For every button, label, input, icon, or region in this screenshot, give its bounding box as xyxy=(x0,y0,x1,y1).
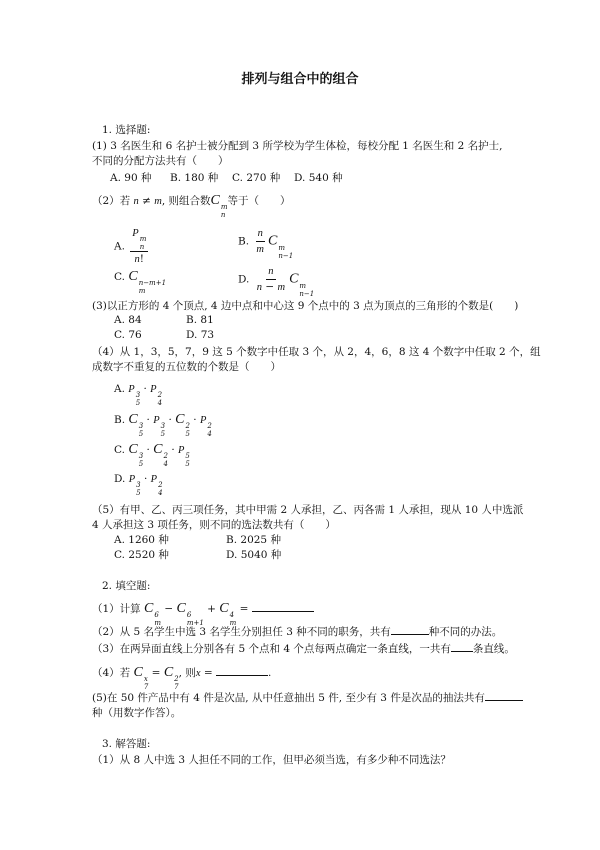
q2-2-text: （2）从 5 名学生中选 3 名学生分别担任 3 种不同的职务，共有 xyxy=(92,626,391,638)
q1-1-option-d: D. 540 种 xyxy=(294,172,343,184)
q1-4-option-c-label: C. xyxy=(114,444,125,456)
q1-2-option-b: B. $\frac{n}{m}$ C m n−1 xyxy=(238,228,294,260)
q2-5-line1 xyxy=(92,692,523,705)
q2-3 xyxy=(92,643,515,656)
q1-5-option-d: D. 5040 种 xyxy=(226,549,282,561)
q2-3-text: （3）在两异面直线上分别各有 5 个点和 4 个点每两点确定一条直线，一共有 xyxy=(92,643,451,655)
q1-2-option-a-label: A. xyxy=(114,240,125,253)
q2-5-line2: 种（用数字作答）。 xyxy=(92,707,182,719)
q2-4-tail: . xyxy=(267,667,272,679)
q2-1-text: （1）计算 xyxy=(92,603,141,615)
q1-4-option-a-label: A. xyxy=(114,383,125,395)
q1-2-option-c: C. C n−m+1 m xyxy=(114,269,167,295)
q1-2-mid: , 则组合数 xyxy=(161,195,211,207)
q2-2 xyxy=(92,626,502,639)
q1-3-option-c: C. 76 xyxy=(114,329,142,341)
q1-3-option-d: D. 73 xyxy=(186,329,215,341)
q1-5-option-a: A. 1260 种 xyxy=(114,534,169,546)
q1-2-option-a xyxy=(114,226,150,267)
blank-2-3[interactable] xyxy=(451,651,473,652)
q1-4-option-c: C. C 3 5 · C 2 4 · P 5 5 xyxy=(114,442,190,468)
q2-1: （1）计算 C 6 m − C 6 m+1 + C 4 m = xyxy=(92,602,314,627)
section-1-heading: 1. 选择题: xyxy=(102,124,151,136)
blank-2-5[interactable] xyxy=(485,700,523,701)
q1-2-suffix: 等于（ ） xyxy=(227,195,291,207)
q1-1-line1: (1) 3 名医生和 6 名护士被分配到 3 所学校为学生体检，每校分配 1 名医生和 2 名护士, xyxy=(92,140,503,152)
q3-1: （1）从 8 人中选 3 人担任不同的工作，但甲必须当选，有多少种不同选法？ xyxy=(92,754,451,766)
q1-5-line1: （5）有甲、乙、丙三项任务，其中甲需 2 人承担，乙、丙各需 1 人承担，现从 10 人中选派 xyxy=(92,504,524,516)
q1-4-option-a: A. P 3 5 · P 2 4 xyxy=(114,383,163,407)
q2-4: （4）若 C x 7 = C 2 7 , 则x = . xyxy=(92,665,272,691)
q1-1-option-b: B. 180 种 xyxy=(170,172,219,184)
q1-5-line2: 4 人承担这 3 项任务，则不同的选法数共有（ ） xyxy=(92,519,336,531)
q1-4-line1: （4）从 1，3，5，7，9 这 5 个数字中任取 3 个，从 2，4，6，8 这 4 个数字中任取 2 个，组 xyxy=(92,346,541,358)
q1-2-option-d: D. $\frac{n}{n - m}$ C m n−1 xyxy=(238,266,315,298)
q1-3-option-b: B. 81 xyxy=(186,314,214,326)
blank-2-2[interactable] xyxy=(391,634,429,635)
blank-2-4[interactable] xyxy=(216,675,268,676)
q1-4-option-d-label: D. xyxy=(114,473,126,485)
q1-1-option-a: A. 90 种 xyxy=(110,172,152,184)
section-3-heading: 3. 解答题: xyxy=(102,738,151,750)
q1-3-line1: (3)以正方形的 4 个顶点, 4 边中点和中心这 9 个点中的 3 点为顶点的三角形的个数是( ) xyxy=(92,300,519,312)
q1-5-option-b: B. 2025 种 xyxy=(226,534,281,546)
q1-2-option-a-fraction: P m n n! xyxy=(132,228,147,265)
q2-4-mid: , 则 xyxy=(178,667,196,679)
q2-3-tail: 条直线。 xyxy=(472,643,515,655)
q1-2-option-b-label: B. xyxy=(238,235,250,248)
q1-5-option-c: C. 2520 种 xyxy=(114,549,169,561)
q1-4-option-b: B. C 3 5 · P 3 5 · C 2 5 · P 2 4 xyxy=(114,412,212,438)
q1-2-prefix: （2）若 xyxy=(92,195,131,207)
q1-4-option-b-label: B. xyxy=(114,414,126,426)
blank-2-1[interactable] xyxy=(252,611,314,612)
q1-4-line2: 成数字不重复的五位数的个数是（ ） xyxy=(92,361,281,373)
q1-4-option-d: D. P 3 5 · P 2 4 xyxy=(114,473,163,497)
q1-3-option-a: A. 84 xyxy=(114,314,142,326)
q2-2-tail: 种不同的办法。 xyxy=(428,626,503,638)
section-2-heading: 2. 填空题: xyxy=(102,580,151,592)
q1-2-option-c-label: C. xyxy=(114,271,125,283)
q1-2-option-d-label: D. xyxy=(238,273,250,286)
q1-1-option-c: C. 270 种 xyxy=(232,172,281,184)
page-title: 排列与组合中的组合 xyxy=(241,72,359,87)
q2-4-text: （4）若 xyxy=(92,667,131,679)
q2-5-line1-text: (5)在 50 件产品中有 4 件是次品, 从中任意抽出 5 件, 至少有 3 件是次品的抽法共有 xyxy=(92,692,485,704)
q1-2-stem: （2）若 n ≠ m, 则组合数C m n 等于（ ） xyxy=(92,193,291,219)
q1-1-line2: 不同的分配方法共有（ ） xyxy=(92,155,229,167)
